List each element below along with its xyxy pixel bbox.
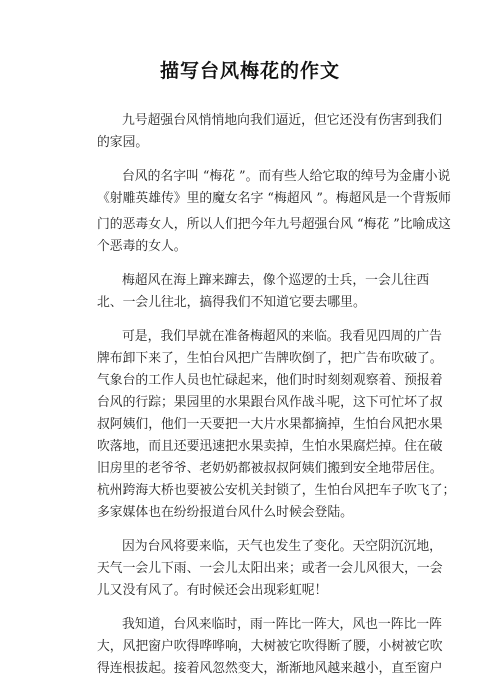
paragraph-line: 九号超强台风悄悄地向我们逼近，但它还没有伤害到我们 <box>122 113 442 128</box>
paragraph-line: 多家媒体也在纷纷报道台风什么时候会登陆。 <box>97 505 353 520</box>
paragraph-line: 因为台风将要来临，天气也发生了变化。天空阴沉沉地， <box>122 539 442 554</box>
paragraph-line: 台风的行踪；果园里的水果跟台风作战斗呢，这下可忙坏了叔 <box>97 395 443 410</box>
paragraph-line: 大，风把窗户吹得哗哗响，大树被它吹得断了腰，小树被它吹 <box>97 639 443 654</box>
paragraph-line: 台风的名字叫 “梅花 ”。而有些人给它取的绰号为金庸小说 <box>122 169 451 184</box>
paragraph-line: 门的恶毒女人，所以人们把今年九号超强台风 “梅花 ”比喻成这 <box>97 217 451 232</box>
paragraph-line: 得连根拔起。接着风忽然变大，渐渐地风越来越小，直至窗户 <box>97 661 443 676</box>
paragraph-line: 《射雕英雄传》里的魔女名字 “梅超风 ”。梅超风是一个背叛师 <box>97 191 451 206</box>
paragraph-line: 儿又没有风了。有时候还会出现彩虹呢！ <box>97 583 328 598</box>
paragraph-line: 我知道，台风来临时，雨一阵比一阵大，风也一阵比一阵 <box>122 617 442 632</box>
paragraph-1 <box>97 110 442 154</box>
paragraph-line: 天气一会儿下雨、一会儿太阳出来；或者一会儿风很大，一会 <box>97 561 443 576</box>
paragraph-line: 的家园。 <box>97 135 149 150</box>
paragraph-2 <box>97 166 451 258</box>
paragraph-line: 梅超风在海上蹿来蹿去，像个巡逻的士兵，一会儿往西 <box>122 273 430 288</box>
paragraph-line: 旧房里的老爷爷、老奶奶都被叔叔阿姨们搬到安全地带居住。 <box>97 461 443 476</box>
paragraph-line: 吹落地，而且还要迅速把水果卖掉，生怕水果腐烂掉。住在破 <box>97 439 443 454</box>
paragraph-6 <box>97 614 443 680</box>
paragraph-line: 北、一会儿往北，搞得我们不知道它要去哪里。 <box>97 295 366 310</box>
paragraph-line: 杭州跨海大桥也要被公安机关封锁了，生怕台风把车子吹飞了； <box>97 483 456 498</box>
paragraph-line: 牌布卸下来了，生怕台风把广告牌吹倒了，把广告布吹破了。 <box>97 351 443 366</box>
paragraph-line: 可是，我们早就在准备梅超风的来临。我看见四周的广告 <box>122 329 442 344</box>
paragraph-4 <box>97 326 456 524</box>
paragraph-line: 个恶毒的女人。 <box>97 239 187 254</box>
paragraph-5 <box>97 536 443 602</box>
paragraph-line: 叔阿姨们，他们一天要把一大片水果都摘掉，生怕台风把水果 <box>97 417 443 432</box>
paragraph-line: 气象台的工作人员也忙碌起来，他们时时刻刻观察着、预报着 <box>97 373 443 388</box>
article-body <box>97 110 456 692</box>
page-title: 描写台风梅花的作文 <box>159 60 340 82</box>
paragraph-3 <box>97 270 430 314</box>
